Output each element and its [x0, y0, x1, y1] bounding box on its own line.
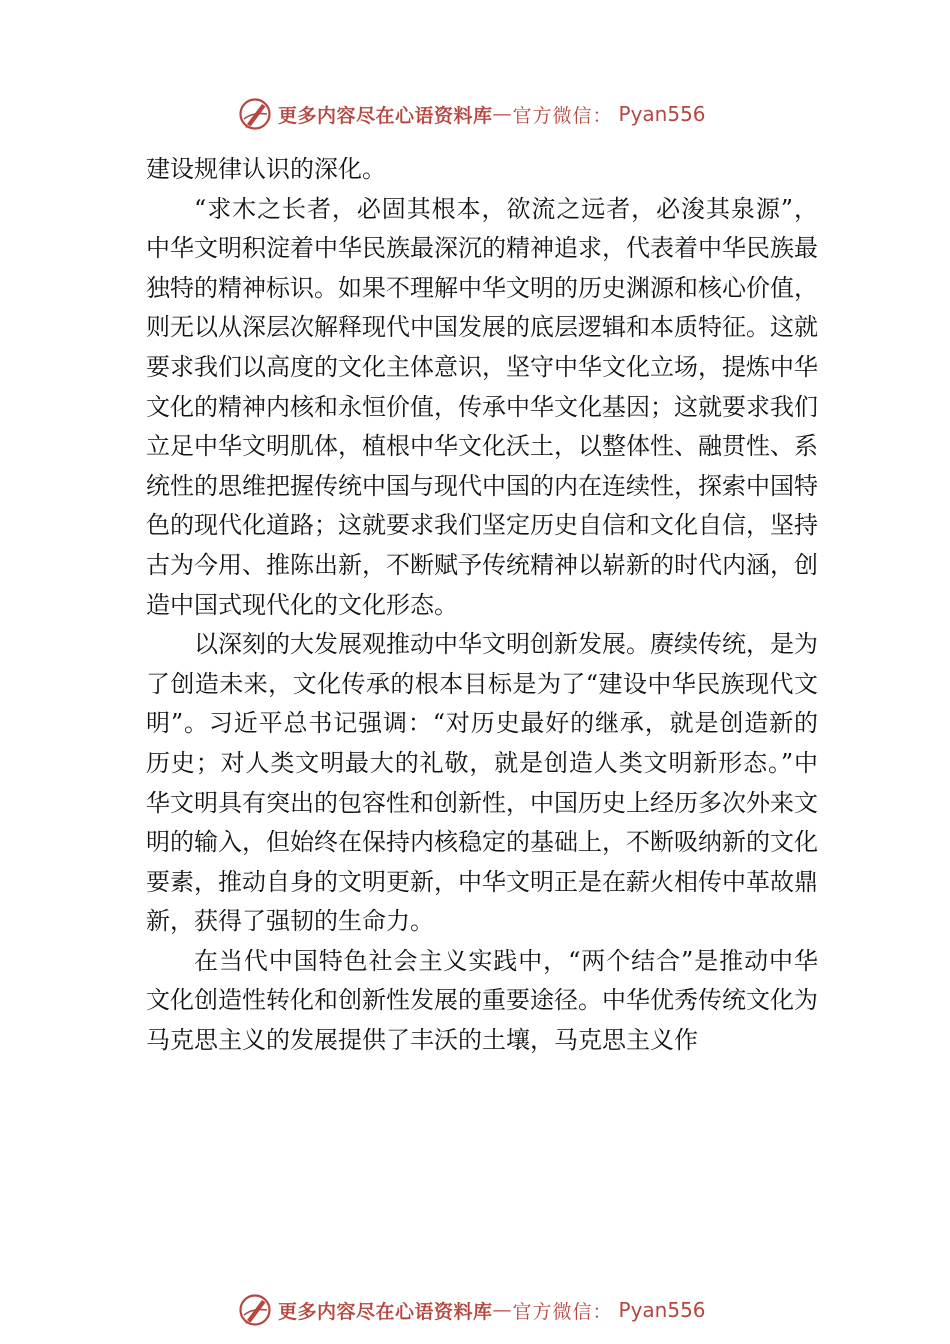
header-banner: [238, 97, 706, 131]
pen-logo-icon: [238, 1293, 272, 1327]
banner-wechat-label: 官方微信：: [512, 104, 613, 127]
paragraph: “求木之长者，必固其根本，欲流之远者，必浚其泉源”，中华文明积淀着中华民族最深沉的精神追求，代表着中华民族最独特的精神标识。如果不理解中华文明的历史渊源和核心价值，则无以从深层次解释现代中国发展的底层逻辑和本质特征。这就要求我们以高度的文化主体意识，坚守中华文化立场，提炼中华文化的精神内核和永恒价值，传承中华文化基因；这就要求我们立足中华文明肌体，植根中华文化沃土，以整体性、融贯性、系统性的思维把握传统中国与现代中国的内在连续性，探索中国特色的现代化道路；这就要求我们坚定历史自信和文化自信，坚持古为今用、推陈出新，不断赋予传统精神以崭新的时代内涵，创造中国式现代化的文化形态。: [146, 194, 818, 619]
banner-dash: —: [492, 103, 513, 125]
paragraph: 以深刻的大发展观推动中华文明创新发展。赓续传统，是为了创造未来，文化传承的根本目标是为了“建设中华民族现代文明”。习近平总书记强调：“对历史最好的继承，就是创造新的历史；对人类文明最大的礼敬，就是创造人类文明新形态。”中华文明具有突出的包容性和创新性，中国历史上经历多次外来文明的输入，但始终在保持内核稳定的基础上，不断吸纳新的文化要素，推动自身的文明更新，中华文明正是在薪火相传中革故鼎新，获得了强韧的生命力。: [146, 630, 818, 936]
banner-wechat-id: Pyan556: [618, 1298, 706, 1322]
document-body: [146, 150, 818, 1061]
footer-banner: [238, 1293, 706, 1327]
banner-dash: —: [492, 1299, 513, 1321]
paragraph: 在当代中国特色社会主义实践中，“两个结合”是推动中华文化创造性转化和创新性发展的重要途径。中华优秀传统文化为马克思主义的发展提供了丰沃的土壤，马克思主义作: [146, 946, 818, 1055]
banner-library-name: 更多内容尽在心语资料库: [278, 104, 493, 127]
banner-library-name: 更多内容尽在心语资料库: [278, 1300, 493, 1323]
paragraph-continuation: 建设规律认识的深化。: [146, 155, 386, 183]
banner-wechat-label: 官方微信：: [512, 1300, 613, 1323]
banner-wechat-id: Pyan556: [618, 102, 706, 126]
pen-logo-icon: [238, 97, 272, 131]
